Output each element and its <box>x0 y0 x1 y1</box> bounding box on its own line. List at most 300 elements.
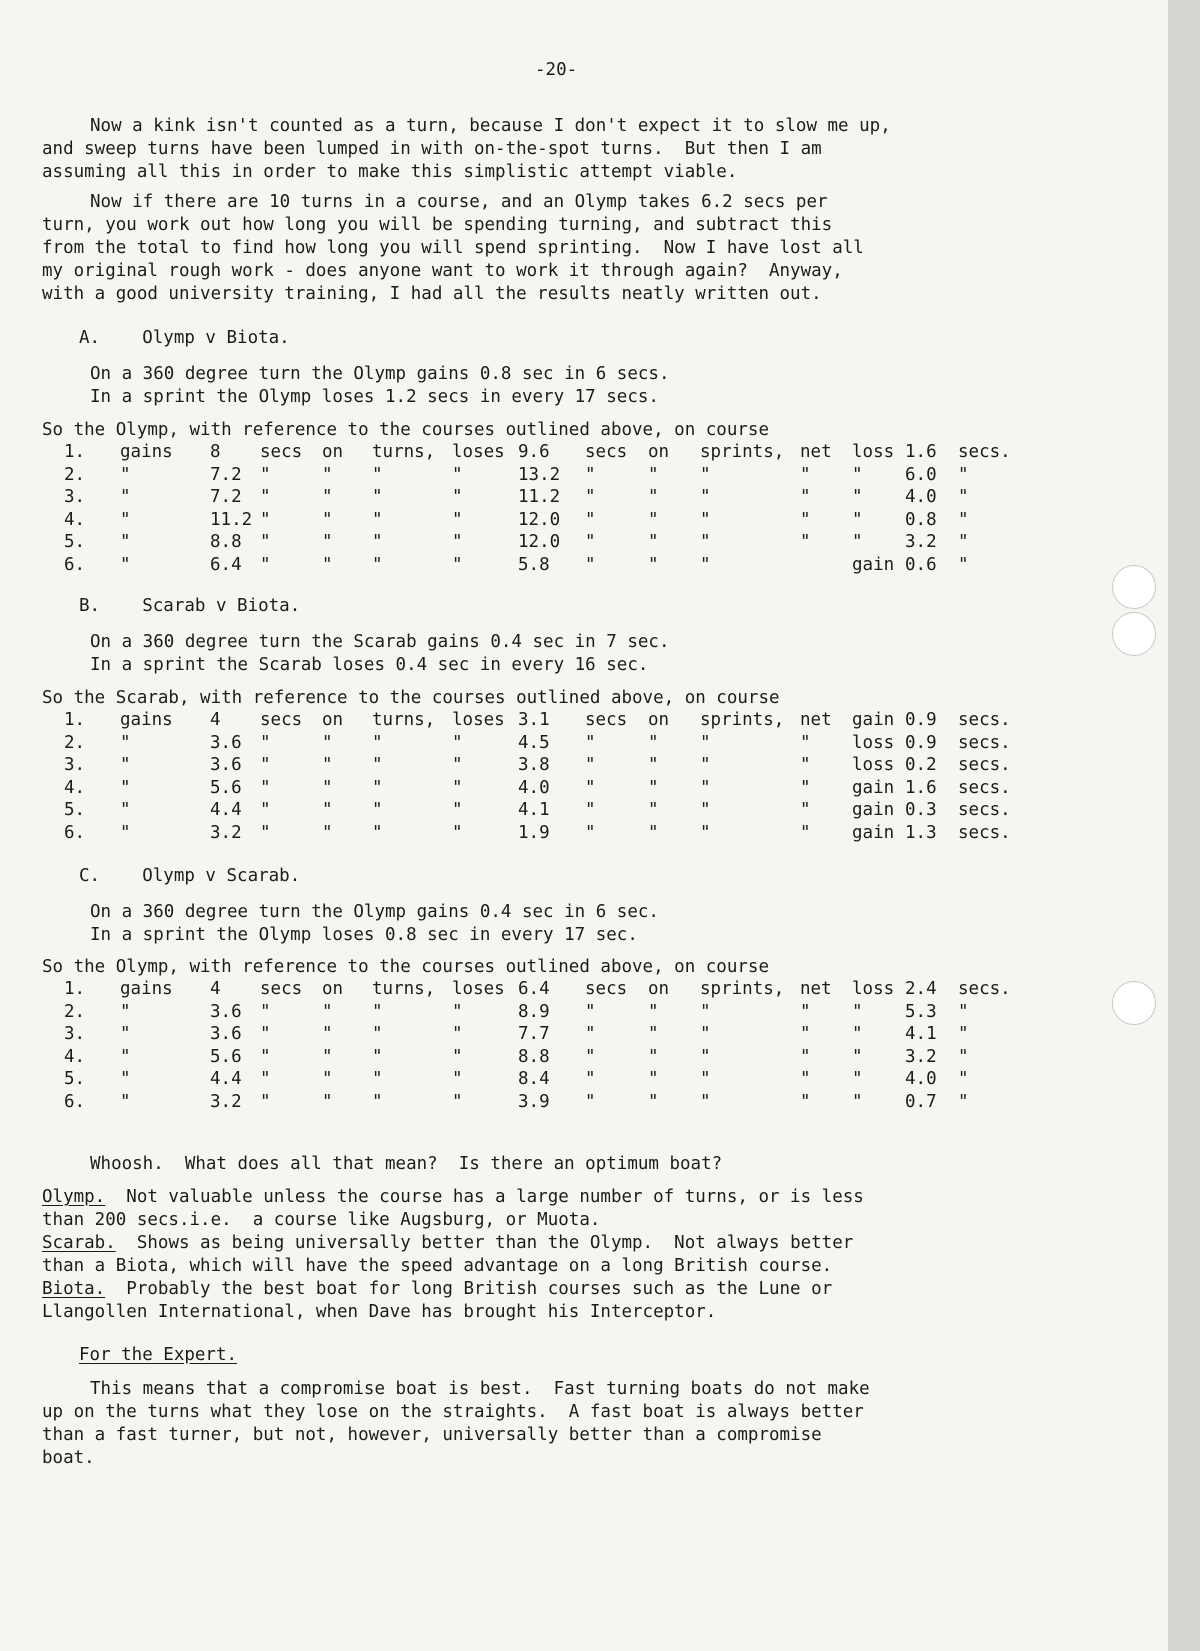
cell-verb: " <box>452 1024 463 1044</box>
intro-line: Now if there are 10 turns in a course, and an Olymp takes 6.2 secs per <box>90 192 828 212</box>
cell-course: 3. <box>64 755 86 775</box>
cell-unit: " <box>585 554 596 575</box>
cell-verb: " <box>452 532 463 552</box>
cell-word: " <box>322 509 333 530</box>
cell-word: " <box>648 1091 659 1112</box>
cell-unit: " <box>260 777 271 798</box>
cell-turn-secs: 4 <box>210 710 221 730</box>
section-heading: B. Scarab v Biota. <box>79 596 301 616</box>
cell-net-secs: 1.6 <box>905 777 937 798</box>
cell-word: on <box>322 442 344 462</box>
cell-outcome: loss <box>852 979 895 999</box>
cell-course: 6. <box>64 1091 86 1112</box>
cell-outcome: " <box>852 532 863 552</box>
cell-sprint-secs: 6.4 <box>518 979 550 999</box>
cell-net-secs: 0.7 <box>905 1091 937 1112</box>
cell-unit: " <box>585 777 596 798</box>
table-row <box>0 1026 1100 1046</box>
cell-net-secs: 4.0 <box>905 1069 937 1089</box>
cell-verb: loses <box>452 710 505 730</box>
cell-outcome: gain <box>852 554 895 575</box>
cell-net-secs: 1.6 <box>905 442 937 462</box>
cell-net: " <box>800 1046 811 1067</box>
cell-word: " <box>372 732 383 753</box>
cell-word: " <box>700 487 711 507</box>
cell-turn-secs: 3.2 <box>210 1091 242 1112</box>
verdict-line: than a Biota, which will have the speed advantage on a long British course. <box>42 1256 833 1276</box>
cell-word: turns, <box>372 442 436 462</box>
cell-word: " <box>700 509 711 530</box>
cell-turn-secs: 11.2 <box>210 509 253 530</box>
cell-word: " <box>372 487 383 507</box>
cell-turn-secs: 4.4 <box>210 800 242 820</box>
cell-unit: " <box>260 554 271 575</box>
cell-unit: " <box>958 1091 969 1112</box>
cell-course: 1. <box>64 442 86 462</box>
cell-verb: " <box>452 1091 463 1112</box>
cell-word: " <box>372 755 383 775</box>
cell-word: " <box>700 554 711 575</box>
cell-sprint-secs: 3.1 <box>518 710 550 730</box>
cell-turn-secs: 6.4 <box>210 554 242 575</box>
binder-hole <box>1112 565 1156 609</box>
cell-word: " <box>322 755 333 775</box>
table-row <box>0 534 1100 554</box>
cell-net: net <box>800 442 832 462</box>
cell-word: " <box>372 509 383 530</box>
binder-hole <box>1112 981 1156 1025</box>
cell-verb: " <box>452 1069 463 1089</box>
cell-outcome: " <box>852 1024 863 1044</box>
cell-unit: " <box>260 755 271 775</box>
cell-unit: " <box>958 1069 969 1089</box>
cell-word: " <box>372 777 383 798</box>
boat-name: Scarab. <box>42 1233 116 1253</box>
cell-net: " <box>800 755 811 775</box>
cell-net-secs: 4.0 <box>905 487 937 507</box>
cell-unit: " <box>260 732 271 753</box>
cell-net: " <box>800 800 811 820</box>
cell-course: 5. <box>64 800 86 820</box>
cell-verb: " <box>452 755 463 775</box>
cell-unit: " <box>958 554 969 575</box>
cell-course: 4. <box>64 777 86 798</box>
cell-verb: " <box>120 464 131 485</box>
cell-verb: gains <box>120 442 173 462</box>
cell-sprint-secs: 4.0 <box>518 777 550 798</box>
cell-net: " <box>800 1001 811 1022</box>
cell-net-secs: 2.4 <box>905 979 937 999</box>
cell-word: " <box>700 822 711 843</box>
table-row <box>0 981 1100 1001</box>
cell-unit: " <box>585 532 596 552</box>
cell-turn-secs: 3.6 <box>210 755 242 775</box>
cell-verb: " <box>120 1001 131 1022</box>
table-row <box>0 509 1100 532</box>
cell-word: " <box>700 1024 711 1044</box>
table-row <box>0 1071 1100 1091</box>
cell-sprint-secs: 12.0 <box>518 532 561 552</box>
cell-verb: " <box>120 1069 131 1089</box>
cell-word: " <box>648 822 659 843</box>
cell-verb: " <box>452 732 463 753</box>
section-heading: C. Olymp v Scarab. <box>79 866 301 886</box>
cell-word: on <box>648 979 670 999</box>
cell-word: " <box>372 1001 383 1022</box>
cell-net-secs: 0.8 <box>905 509 937 530</box>
cell-net-secs: 3.2 <box>905 1046 937 1067</box>
cell-word: " <box>648 1024 659 1044</box>
cell-word: " <box>648 487 659 507</box>
cell-word: on <box>648 442 670 462</box>
cell-word: " <box>322 1091 333 1112</box>
cell-word: " <box>700 732 711 753</box>
table-intro: So the Olymp, with reference to the courses outlined above, on course <box>42 420 769 440</box>
cell-word: " <box>372 554 383 575</box>
table-row <box>0 489 1100 509</box>
cell-net: net <box>800 979 832 999</box>
cell-unit: " <box>585 487 596 507</box>
cell-unit: " <box>958 487 969 507</box>
expert-heading: For the Expert. <box>79 1345 238 1365</box>
cell-net-secs: 0.3 <box>905 800 937 820</box>
verdict-scarab: Scarab. Shows as being universally better than the Olymp. Not always better <box>42 1233 854 1253</box>
cell-unit: " <box>958 1001 969 1022</box>
table-row <box>0 802 1100 822</box>
cell-verb: gains <box>120 710 173 730</box>
section-desc: In a sprint the Olymp loses 1.2 secs in every 17 secs. <box>90 387 659 407</box>
cell-turn-secs: 3.6 <box>210 1024 242 1044</box>
section-desc: On a 360 degree turn the Scarab gains 0.4 sec in 7 sec. <box>90 632 670 652</box>
cell-verb: " <box>120 532 131 552</box>
cell-unit: " <box>958 1024 969 1044</box>
cell-course: 5. <box>64 532 86 552</box>
cell-unit: " <box>260 487 271 507</box>
cell-outcome: loss <box>852 732 895 753</box>
cell-unit: secs <box>260 442 303 462</box>
cell-sprint-secs: 8.8 <box>518 1046 550 1067</box>
cell-outcome: gain <box>852 822 895 843</box>
cell-turn-secs: 8 <box>210 442 221 462</box>
cell-verb: " <box>452 800 463 820</box>
cell-word: " <box>700 777 711 798</box>
cell-word: turns, <box>372 979 436 999</box>
cell-course: 1. <box>64 979 86 999</box>
cell-unit: " <box>958 509 969 530</box>
cell-word: " <box>372 822 383 843</box>
cell-verb: " <box>452 1001 463 1022</box>
cell-word: " <box>372 464 383 485</box>
cell-unit: " <box>585 1069 596 1089</box>
cell-verb: " <box>452 777 463 798</box>
cell-word: sprints, <box>700 710 785 730</box>
cell-unit: " <box>260 1001 271 1022</box>
intro-line: and sweep turns have been lumped in with on-the-spot turns. But then I am <box>42 139 822 159</box>
cell-word: " <box>648 1001 659 1022</box>
cell-net-secs: 6.0 <box>905 464 937 485</box>
cell-net-secs: 5.3 <box>905 1001 937 1022</box>
cell-outcome: " <box>852 487 863 507</box>
section-heading: A. Olymp v Biota. <box>79 328 290 348</box>
cell-course: 5. <box>64 1069 86 1089</box>
cell-word: " <box>322 554 333 575</box>
cell-verb: " <box>120 732 131 753</box>
cell-unit: " <box>958 464 969 485</box>
cell-word: " <box>322 800 333 820</box>
table-intro: So the Olymp, with reference to the courses outlined above, on course <box>42 957 769 977</box>
cell-course: 3. <box>64 1024 86 1044</box>
cell-verb: " <box>120 755 131 775</box>
table-row <box>0 777 1100 800</box>
cell-unit: " <box>260 464 271 485</box>
cell-word: turns, <box>372 710 436 730</box>
cell-verb: " <box>120 1046 131 1067</box>
cell-net: " <box>800 509 811 530</box>
cell-word: " <box>322 1069 333 1089</box>
cell-net: " <box>800 1091 811 1112</box>
cell-net: " <box>800 532 811 552</box>
cell-unit: " <box>260 1091 271 1112</box>
cell-course: 6. <box>64 822 86 843</box>
table-row <box>0 822 1100 845</box>
cell-unit: " <box>260 532 271 552</box>
cell-word: " <box>372 800 383 820</box>
cell-sprint-secs: 3.8 <box>518 755 550 775</box>
cell-net: " <box>800 487 811 507</box>
boat-name: Biota. <box>42 1279 106 1299</box>
cell-word: " <box>648 800 659 820</box>
cell-word: " <box>322 822 333 843</box>
cell-word: on <box>322 710 344 730</box>
cell-word: " <box>322 1046 333 1067</box>
cell-outcome: " <box>852 464 863 485</box>
table-row <box>0 757 1100 777</box>
cell-net-secs: 0.2 <box>905 755 937 775</box>
cell-word: " <box>700 755 711 775</box>
cell-sprint-secs: 7.7 <box>518 1024 550 1044</box>
cell-word: " <box>700 1069 711 1089</box>
conclusion-line: boat. <box>42 1448 95 1468</box>
cell-verb: " <box>120 487 131 507</box>
cell-turn-secs: 4 <box>210 979 221 999</box>
cell-unit: secs. <box>958 800 1011 820</box>
table-row <box>0 1046 1100 1069</box>
cell-outcome: gain <box>852 777 895 798</box>
cell-course: 2. <box>64 464 86 485</box>
cell-word: " <box>372 1091 383 1112</box>
cell-sprint-secs: 9.6 <box>518 442 550 462</box>
cell-sprint-secs: 4.1 <box>518 800 550 820</box>
section-desc: On a 360 degree turn the Olymp gains 0.8 sec in 6 secs. <box>90 364 670 384</box>
cell-word: " <box>648 464 659 485</box>
cell-word: " <box>648 554 659 575</box>
intro-line: turn, you work out how long you will be spending turning, and subtract this <box>42 215 833 235</box>
cell-turn-secs: 3.6 <box>210 1001 242 1022</box>
cell-verb: gains <box>120 979 173 999</box>
cell-unit: " <box>585 1024 596 1044</box>
cell-unit: secs <box>260 710 303 730</box>
cell-word: " <box>648 777 659 798</box>
cell-outcome: " <box>852 1046 863 1067</box>
cell-sprint-secs: 12.0 <box>518 509 561 530</box>
cell-unit: " <box>585 509 596 530</box>
cell-unit: secs. <box>958 710 1011 730</box>
table-row <box>0 1001 1100 1024</box>
cell-sprint-secs: 8.9 <box>518 1001 550 1022</box>
conclusion-line: than a fast turner, but not, however, universally better than a compromise <box>42 1425 822 1445</box>
cell-outcome: " <box>852 1001 863 1022</box>
cell-sprint-secs: 13.2 <box>518 464 561 485</box>
cell-verb: " <box>120 822 131 843</box>
cell-unit: secs <box>585 442 628 462</box>
cell-course: 1. <box>64 710 86 730</box>
cell-unit: secs. <box>958 777 1011 798</box>
cell-net-secs: 1.3 <box>905 822 937 843</box>
cell-course: 2. <box>64 1001 86 1022</box>
cell-sprint-secs: 3.9 <box>518 1091 550 1112</box>
table-row <box>0 732 1100 755</box>
table-row <box>0 712 1100 732</box>
cell-verb: " <box>452 487 463 507</box>
cell-sprint-secs: 1.9 <box>518 822 550 843</box>
cell-unit: " <box>585 822 596 843</box>
page-number: -20- <box>535 60 578 80</box>
cell-net-secs: 4.1 <box>905 1024 937 1044</box>
cell-unit: " <box>260 1024 271 1044</box>
cell-word: " <box>322 777 333 798</box>
cell-unit: " <box>260 1046 271 1067</box>
intro-line: my original rough work - does anyone want to work it through again? Anyway, <box>42 261 843 281</box>
cell-turn-secs: 3.6 <box>210 732 242 753</box>
cell-word: " <box>322 1024 333 1044</box>
cell-turn-secs: 3.2 <box>210 822 242 843</box>
cell-verb: loses <box>452 979 505 999</box>
cell-word: " <box>700 1091 711 1112</box>
cell-net: " <box>800 464 811 485</box>
verdict-line: Llangollen International, when Dave has brought his Interceptor. <box>42 1302 717 1322</box>
cell-word: " <box>648 532 659 552</box>
cell-unit: " <box>958 1046 969 1067</box>
boat-name: Olymp. <box>42 1187 106 1207</box>
cell-unit: secs. <box>958 979 1011 999</box>
cell-word: " <box>322 732 333 753</box>
intro-line: Now a kink isn't counted as a turn, because I don't expect it to slow me up, <box>90 116 891 136</box>
verdict-biota: Biota. Probably the best boat for long British courses such as the Lune or <box>42 1279 833 1299</box>
cell-unit: " <box>585 464 596 485</box>
cell-net: " <box>800 777 811 798</box>
cell-outcome: gain <box>852 800 895 820</box>
cell-turn-secs: 8.8 <box>210 532 242 552</box>
cell-word: " <box>700 1046 711 1067</box>
cell-unit: " <box>585 732 596 753</box>
cell-word: " <box>648 732 659 753</box>
cell-outcome: loss <box>852 755 895 775</box>
cell-word: " <box>648 509 659 530</box>
cell-course: 4. <box>64 1046 86 1067</box>
cell-unit: " <box>260 509 271 530</box>
cell-outcome: " <box>852 1091 863 1112</box>
cell-turn-secs: 4.4 <box>210 1069 242 1089</box>
cell-verb: " <box>120 554 131 575</box>
cell-course: 4. <box>64 509 86 530</box>
table-row <box>0 464 1100 487</box>
cell-net: " <box>800 822 811 843</box>
cell-word: " <box>322 464 333 485</box>
conclusion-line: up on the turns what they lose on the straights. A fast boat is always better <box>42 1402 864 1422</box>
cell-course: 6. <box>64 554 86 575</box>
cell-net: " <box>800 732 811 753</box>
section-desc: In a sprint the Scarab loses 0.4 sec in every 16 sec. <box>90 655 649 675</box>
cell-verb: " <box>452 509 463 530</box>
cell-turn-secs: 7.2 <box>210 487 242 507</box>
cell-unit: " <box>260 822 271 843</box>
cell-unit: " <box>585 1091 596 1112</box>
cell-verb: " <box>120 1024 131 1044</box>
cell-net-secs: 0.9 <box>905 732 937 753</box>
cell-unit: " <box>585 755 596 775</box>
cell-word: sprints, <box>700 979 785 999</box>
cell-course: 3. <box>64 487 86 507</box>
cell-word: " <box>372 1024 383 1044</box>
cell-word: " <box>648 755 659 775</box>
cell-word: " <box>372 1069 383 1089</box>
cell-unit: " <box>260 800 271 820</box>
cell-word: " <box>322 1001 333 1022</box>
cell-verb: " <box>452 1046 463 1067</box>
cell-verb: " <box>120 800 131 820</box>
table-intro: So the Scarab, with reference to the courses outlined above, on course <box>42 688 780 708</box>
intro-line: assuming all this in order to make this simplistic attempt viable. <box>42 162 738 182</box>
cell-word: " <box>648 1069 659 1089</box>
cell-unit: secs <box>260 979 303 999</box>
cell-turn-secs: 5.6 <box>210 777 242 798</box>
cell-unit: secs <box>585 710 628 730</box>
cell-word: " <box>700 800 711 820</box>
intro-line: with a good university training, I had all the results neatly written out. <box>42 284 822 304</box>
cell-course: 2. <box>64 732 86 753</box>
cell-net-secs: 0.9 <box>905 710 937 730</box>
cell-verb: " <box>120 777 131 798</box>
verdict-olymp: Olymp. Not valuable unless the course has a large number of turns, or is less <box>42 1187 864 1207</box>
cell-word: on <box>322 979 344 999</box>
cell-unit: " <box>260 1069 271 1089</box>
cell-unit: secs. <box>958 442 1011 462</box>
cell-outcome: " <box>852 509 863 530</box>
table-row <box>0 444 1100 464</box>
cell-word: on <box>648 710 670 730</box>
question: Whoosh. What does all that mean? Is there an optimum boat? <box>90 1154 723 1174</box>
cell-verb: " <box>452 822 463 843</box>
cell-verb: " <box>120 509 131 530</box>
cell-unit: secs. <box>958 755 1011 775</box>
cell-net: " <box>800 1024 811 1044</box>
cell-word: sprints, <box>700 442 785 462</box>
cell-outcome: " <box>852 1069 863 1089</box>
cell-word: " <box>322 487 333 507</box>
cell-verb: loses <box>452 442 505 462</box>
cell-net: " <box>800 1069 811 1089</box>
verdict-line: than 200 secs.i.e. a course like Augsburg, or Muota. <box>42 1210 601 1230</box>
cell-word: " <box>322 532 333 552</box>
cell-sprint-secs: 11.2 <box>518 487 561 507</box>
cell-sprint-secs: 4.5 <box>518 732 550 753</box>
table-row <box>0 554 1100 577</box>
cell-unit: " <box>958 532 969 552</box>
cell-word: " <box>700 464 711 485</box>
cell-unit: " <box>585 800 596 820</box>
cell-word: " <box>700 532 711 552</box>
cell-outcome: loss <box>852 442 895 462</box>
